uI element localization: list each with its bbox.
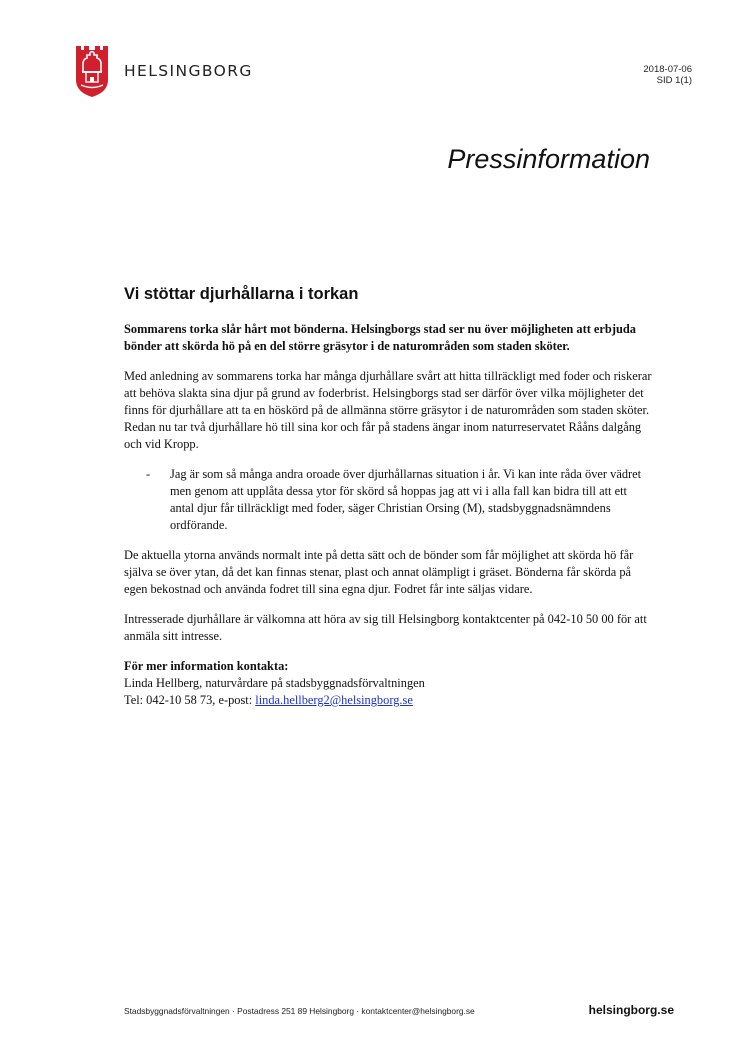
contact-email-link[interactable]: linda.hellberg2@helsingborg.se: [255, 693, 413, 707]
contact-name: Linda Hellberg, naturvårdare på stadsbyggnadsförvaltningen: [124, 676, 425, 690]
footer-website[interactable]: helsingborg.se: [588, 1003, 674, 1017]
footer-address: Stadsbyggnadsförvaltningen · Postadress 251 89 Helsingborg · kontaktcenter@helsingborg.se: [124, 1006, 475, 1016]
body-paragraph-3: Intresserade djurhållare är välkomna att höra av sig till Helsingborg kontaktcenter på 042-10 50 00 för att anmäla sitt intresse.: [124, 612, 647, 643]
helsingborg-crest-logo: [75, 44, 109, 98]
body-paragraph-1: Med anledning av sommarens torka har många djurhållare svårt att hitta tillräckligt med foder och riskerar att behöva slakta sina djur på grund av foderbrist. Helsingborgs stad ser därför över vilka möjligheter det finns för djurhållare att ta en höskörd på de allmänna större gräsytor i de naturområden som staden sköter. Redan nu tar två djurhållare hö till sina kor och får på stadens ängar inom naturreservatet Rååns dalgång och vid Kropp.: [124, 369, 652, 451]
contact-title: För mer information kontakta:: [124, 659, 289, 673]
headline: Vi stöttar djurhållarna i torkan: [124, 285, 359, 303]
brand-name: HELSINGBORG: [124, 62, 253, 80]
contact-phone-line: [124, 692, 652, 709]
contact-phone: Tel: 042-10 58 73, e-post:: [124, 693, 256, 707]
quote-dash: -: [146, 467, 151, 481]
document-meta: [643, 64, 692, 86]
contact-block: [124, 658, 652, 709]
quote-text: Jag är som så många andra oroade över djurhållarnas situation i år. Vi kan inte råda över vädret men genom att upplåta dessa ytor för skörd så hoppas jag att vi i alla fall kan bidra till att ett antal djur får tillräckligt med foder, säger Christian Orsing (M), stadsbyggnadsnämndens ordförande.: [170, 467, 642, 532]
document-date: 2018-07-06: [643, 64, 692, 75]
page-number: SID 1(1): [656, 75, 692, 86]
document-type: Pressinformation: [447, 144, 650, 174]
body-paragraph-2: De aktuella ytorna används normalt inte på detta sätt och de bönder som får möjlighet att skörda hö får själva se över ytan, då det kan finnas stenar, plast och annat olämpligt i gräset. Bönderna får skörda på egen bekostnad och använda fodret till sina egna djur. Fodret får inte säljas vidare.: [124, 548, 634, 596]
quote-item: [124, 466, 652, 534]
article-body: [124, 321, 652, 709]
lead-paragraph: Sommarens torka slår hårt mot bönderna. Helsingborgs stad ser nu över möjligheten att erbjuda bönder att skörda hö på en del större gräsytor i de naturområden som staden sköter.: [124, 322, 636, 353]
